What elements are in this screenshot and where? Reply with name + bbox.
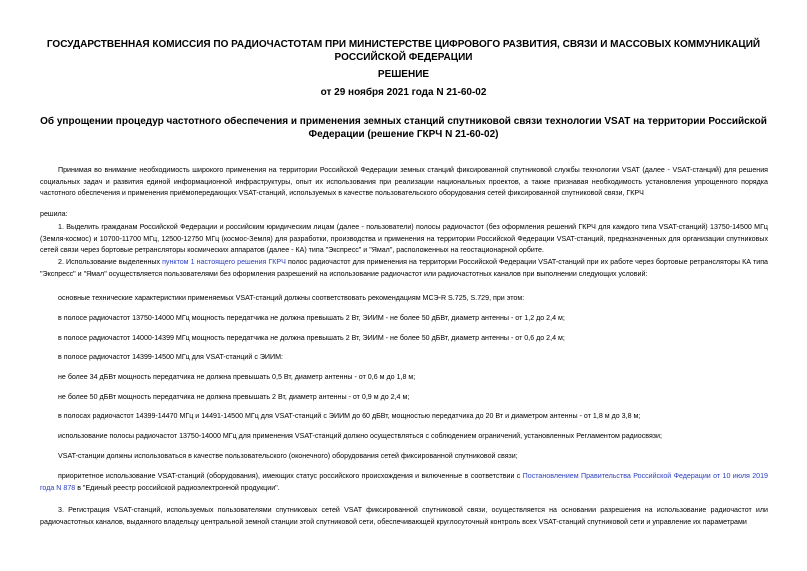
condition-c2: не более 50 дБВт мощность передатчика не должна превышать 2 Вт, диаметр антенны - от 0,9 м до 2,4 м;: [58, 393, 410, 401]
condition-e: использование полосы радиочастот 13750-14000 МГц для применения VSAT-станций должно осуществляться с соблюдением ограничений, установленных Регламентом радиосвязи;: [58, 432, 662, 440]
condition-g-suffix: в "Единый реестр российской радиоэлектронной продукции".: [75, 483, 280, 492]
item-2-prefix: 2. Использование выделенных: [58, 258, 163, 266]
condition-g: [40, 471, 768, 494]
condition-c: в полосе радиочастот 14399-14500 МГц для VSAT-станций с ЭИИМ:: [58, 353, 284, 361]
item-3-paragraph: 3. Регистрация VSAT-станций, используемых пользователями спутниковых сетей VSAT фиксированной спутниковой связи, осуществляется на основании разрешения на использование радиочастот или радиочастотных каналов, выданного владельцу центральной земной станции этой спутниковой сети, обеспечивающей круглосуточный контроль всех VSAT-станций спутниковой сети и управление их параметрами: [40, 506, 768, 526]
decision-label: РЕШЕНИЕ: [377, 69, 430, 80]
item-1-paragraph: 1. Выделить гражданам Российской Федерации и российским юридическим лицам (далее - пользователи) полосы радиочастот (без оформления решений ГКРЧ для каждого типа VSAT-станций) 13750-14500 МГц (Земля-космос) и 10700-11700 МГц, 12500-12750 МГц (космос-Земля) для разработки, производства и применения на территории Российской Федерации VSAT-станций, предназначенных для организации спутниковых сетей связи через бортовые ретрансляторы космических аппаратов (далее - КА) типа "Экспресс" и "Ямал", расположенных на геостационарной орбите.: [40, 223, 768, 254]
condition-c1: не более 34 дБВт мощность передатчика не должна превышать 0,5 Вт, диаметр антенны - от 0,6 м до 1,8 м;: [58, 373, 416, 381]
item-2-link[interactable]: пунктом 1 настоящего решения ГКРЧ: [162, 258, 286, 266]
resolved-label: решила:: [40, 210, 68, 218]
condition-b: в полосе радиочастот 14000-14399 МГц мощность передатчика не должна превышать 2 Вт, ЭИИМ - не более 50 дБВт, диаметр антенны - от 0,6 до 2,4 м;: [58, 334, 565, 342]
condition-main: основные технические характеристики применяемых VSAT-станций должны соответствовать рекомендациям МСЭ-R S.725, S.729, при этом:: [58, 294, 525, 302]
condition-d: в полосах радиочастот 14399-14470 МГц и 14491-14500 МГц для VSAT-станций с ЭИИМ до 60 дБВт, мощностью передатчика до 20 Вт и диаметром антенны - от 1,8 м до 3,8 м;: [58, 412, 641, 420]
preamble-paragraph: Принимая во внимание необходимость широкого применения на территории Российской Федерации земных станций фиксированной спутниковой службы технологии VSAT (далее - VSAT-станций) для решения социальных задач и развития единой информационной инфраструктуры, опыт их использования при реализации национальных проектов, а также признавая необходимость установления упрощенного порядка частотного обеспечения и применения приёмопередающих VSAT-станций, используемых в качестве пользовательского оборудования сетей фиксированной спутниковой связи, ГКРЧ: [40, 166, 768, 197]
document-title: Об упрощении процедур частотного обеспечения и применения земных станций спутниковой связи технологии VSAT на территории Российской Федерации (решение ГКРЧ N 21-60-02): [40, 116, 767, 140]
government-decree-link[interactable]: Постановлением Правительства Российской Федерации от 10 июля 2019 года N 878: [40, 472, 768, 492]
item-2-suffix: полос радиочастот для применения на территории Российской Федерации VSAT-станций при их работе через бортовые ретрансляторы КА типа "Экспресс" и "Ямал" осуществляется пользователями без оформления разрешений на использование радиочастот или радиочастотных каналов при выполнении следующих условий:: [40, 258, 768, 278]
condition-f: VSAT-станции должны использоваться в качестве пользовательского (оконечного) оборудования сетей фиксированной спутниковой связи;: [58, 452, 518, 460]
condition-a: в полосе радиочастот 13750-14000 МГц мощность передатчика не должна превышать 2 Вт, ЭИИМ - не более 50 дБВт, диаметр антенны - от 1,2 до 2,4 м;: [58, 314, 565, 322]
item-2-paragraph: [40, 257, 768, 280]
condition-g-prefix: приоритетное использование VSAT-станций (оборудования), имеющих статус российского происхождения и включенные в соответствии с: [58, 472, 523, 480]
decision-date: от 29 ноября 2021 года N 21-60-02: [320, 87, 487, 98]
organization-heading: ГОСУДАРСТВЕННАЯ КОМИССИЯ ПО РАДИОЧАСТОТАМ ПРИ МИНИСТЕРСТВЕ ЦИФРОВОГО РАЗВИТИЯ, СВЯЗИ И МАССОВЫХ КОММУНИКАЦИЙ РОССИЙСКОЙ ФЕДЕРАЦИИ: [46, 39, 761, 63]
